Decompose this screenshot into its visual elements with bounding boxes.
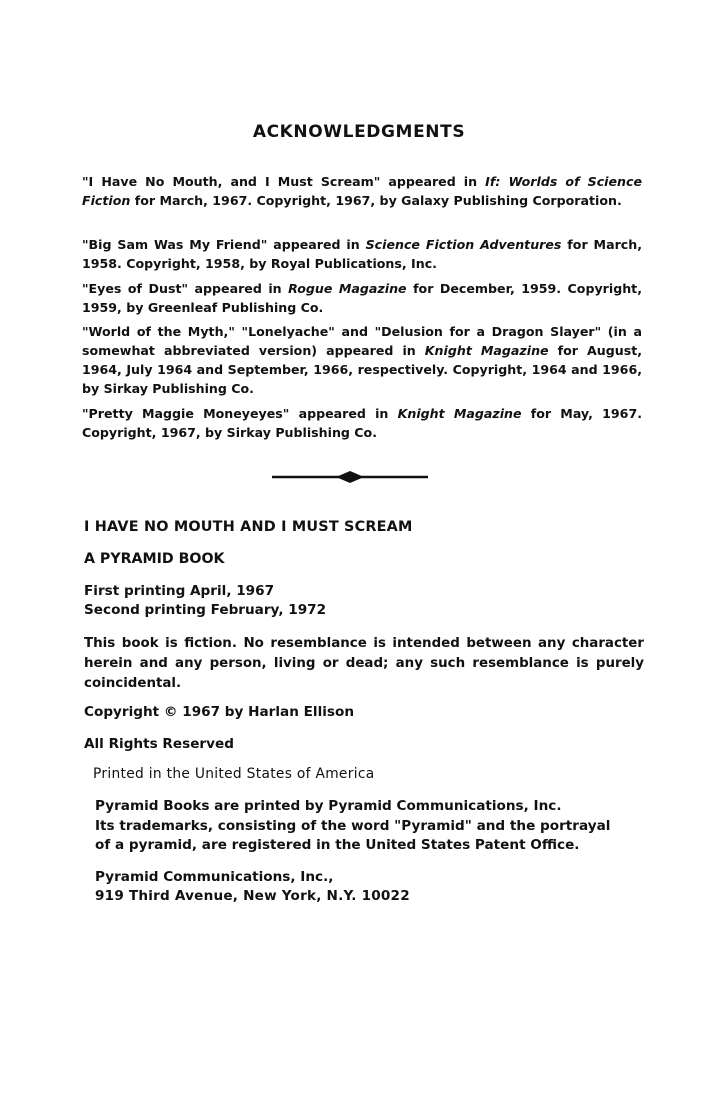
- second-printing: Second printing February, 1972: [84, 602, 327, 618]
- printed-in-notice: Printed in the United States of America: [93, 766, 375, 782]
- ack-text: for March, 1958. Copyright, 1958, by Royal Publications, Inc.: [82, 237, 642, 271]
- publication-title: If: Worlds of Science Fiction: [82, 174, 642, 208]
- publication-title: Knight Magazine: [424, 343, 549, 358]
- ack-text: "Eyes of Dust" appeared in: [82, 281, 289, 296]
- ack-text: "World of the Myth," "Lonelyache" and "Delusion for a Dragon Slayer" (in a somewhat abbreviated version) appeared in: [82, 324, 642, 358]
- ack-text: "Pretty Maggie Moneyeyes" appeared in: [82, 406, 398, 421]
- acknowledgment-entry: [82, 279, 642, 317]
- acknowledgment-entry: [82, 172, 642, 210]
- publication-title: Knight Magazine: [397, 406, 522, 421]
- acknowledgment-entry: [82, 322, 642, 398]
- ack-text: for August, 1964, July 1964 and September, 1966, respectively. Copyright, 1964 and 1966, by Sirkay Publishing Co.: [82, 343, 643, 396]
- ack-text: "I Have No Mouth, and I Must Scream" appeared in: [82, 174, 486, 189]
- trademark-line: Its trademarks, consisting of the word "Pyramid" and the portrayal: [95, 818, 611, 834]
- first-printing: First printing April, 1967: [84, 583, 275, 599]
- publisher-address: 919 Third Avenue, New York, N.Y. 10022: [95, 888, 410, 904]
- publisher-line: A PYRAMID BOOK: [84, 551, 225, 567]
- fiction-notice: This book is fiction. No resemblance is intended between any character herein and any person, living or dead; any such resemblance is purely coincidental.: [84, 636, 644, 691]
- copyright-notice: Copyright © 1967 by Harlan Ellison: [84, 704, 354, 720]
- printer-line: Pyramid Books are printed by Pyramid Communications, Inc.: [95, 798, 562, 814]
- acknowledgment-entry: [82, 404, 642, 442]
- ack-text: "Big Sam Was My Friend" appeared in: [82, 237, 366, 252]
- ack-text: for December, 1959. Copyright, 1959, by Greenleaf Publishing Co.: [82, 281, 642, 315]
- publisher-name: Pyramid Communications, Inc.,: [95, 869, 334, 885]
- book-title: I HAVE NO MOUTH AND I MUST SCREAM: [84, 519, 413, 535]
- ack-text: for May, 1967. Copyright, 1967, by Sirkay Publishing Co.: [82, 406, 642, 440]
- rights-notice: All Rights Reserved: [84, 736, 234, 752]
- acknowledgments-heading: ACKNOWLEDGMENTS: [252, 122, 466, 142]
- ack-text: for March, 1967. Copyright, 1967, by Galaxy Publishing Corporation.: [130, 193, 622, 208]
- trademark-line: of a pyramid, are registered in the United States Patent Office.: [95, 837, 580, 853]
- diamond-divider-icon: [270, 470, 430, 484]
- publication-title: Science Fiction Adventures: [365, 237, 562, 252]
- acknowledgment-entry: [82, 235, 642, 273]
- publication-title: Rogue Magazine: [288, 281, 407, 296]
